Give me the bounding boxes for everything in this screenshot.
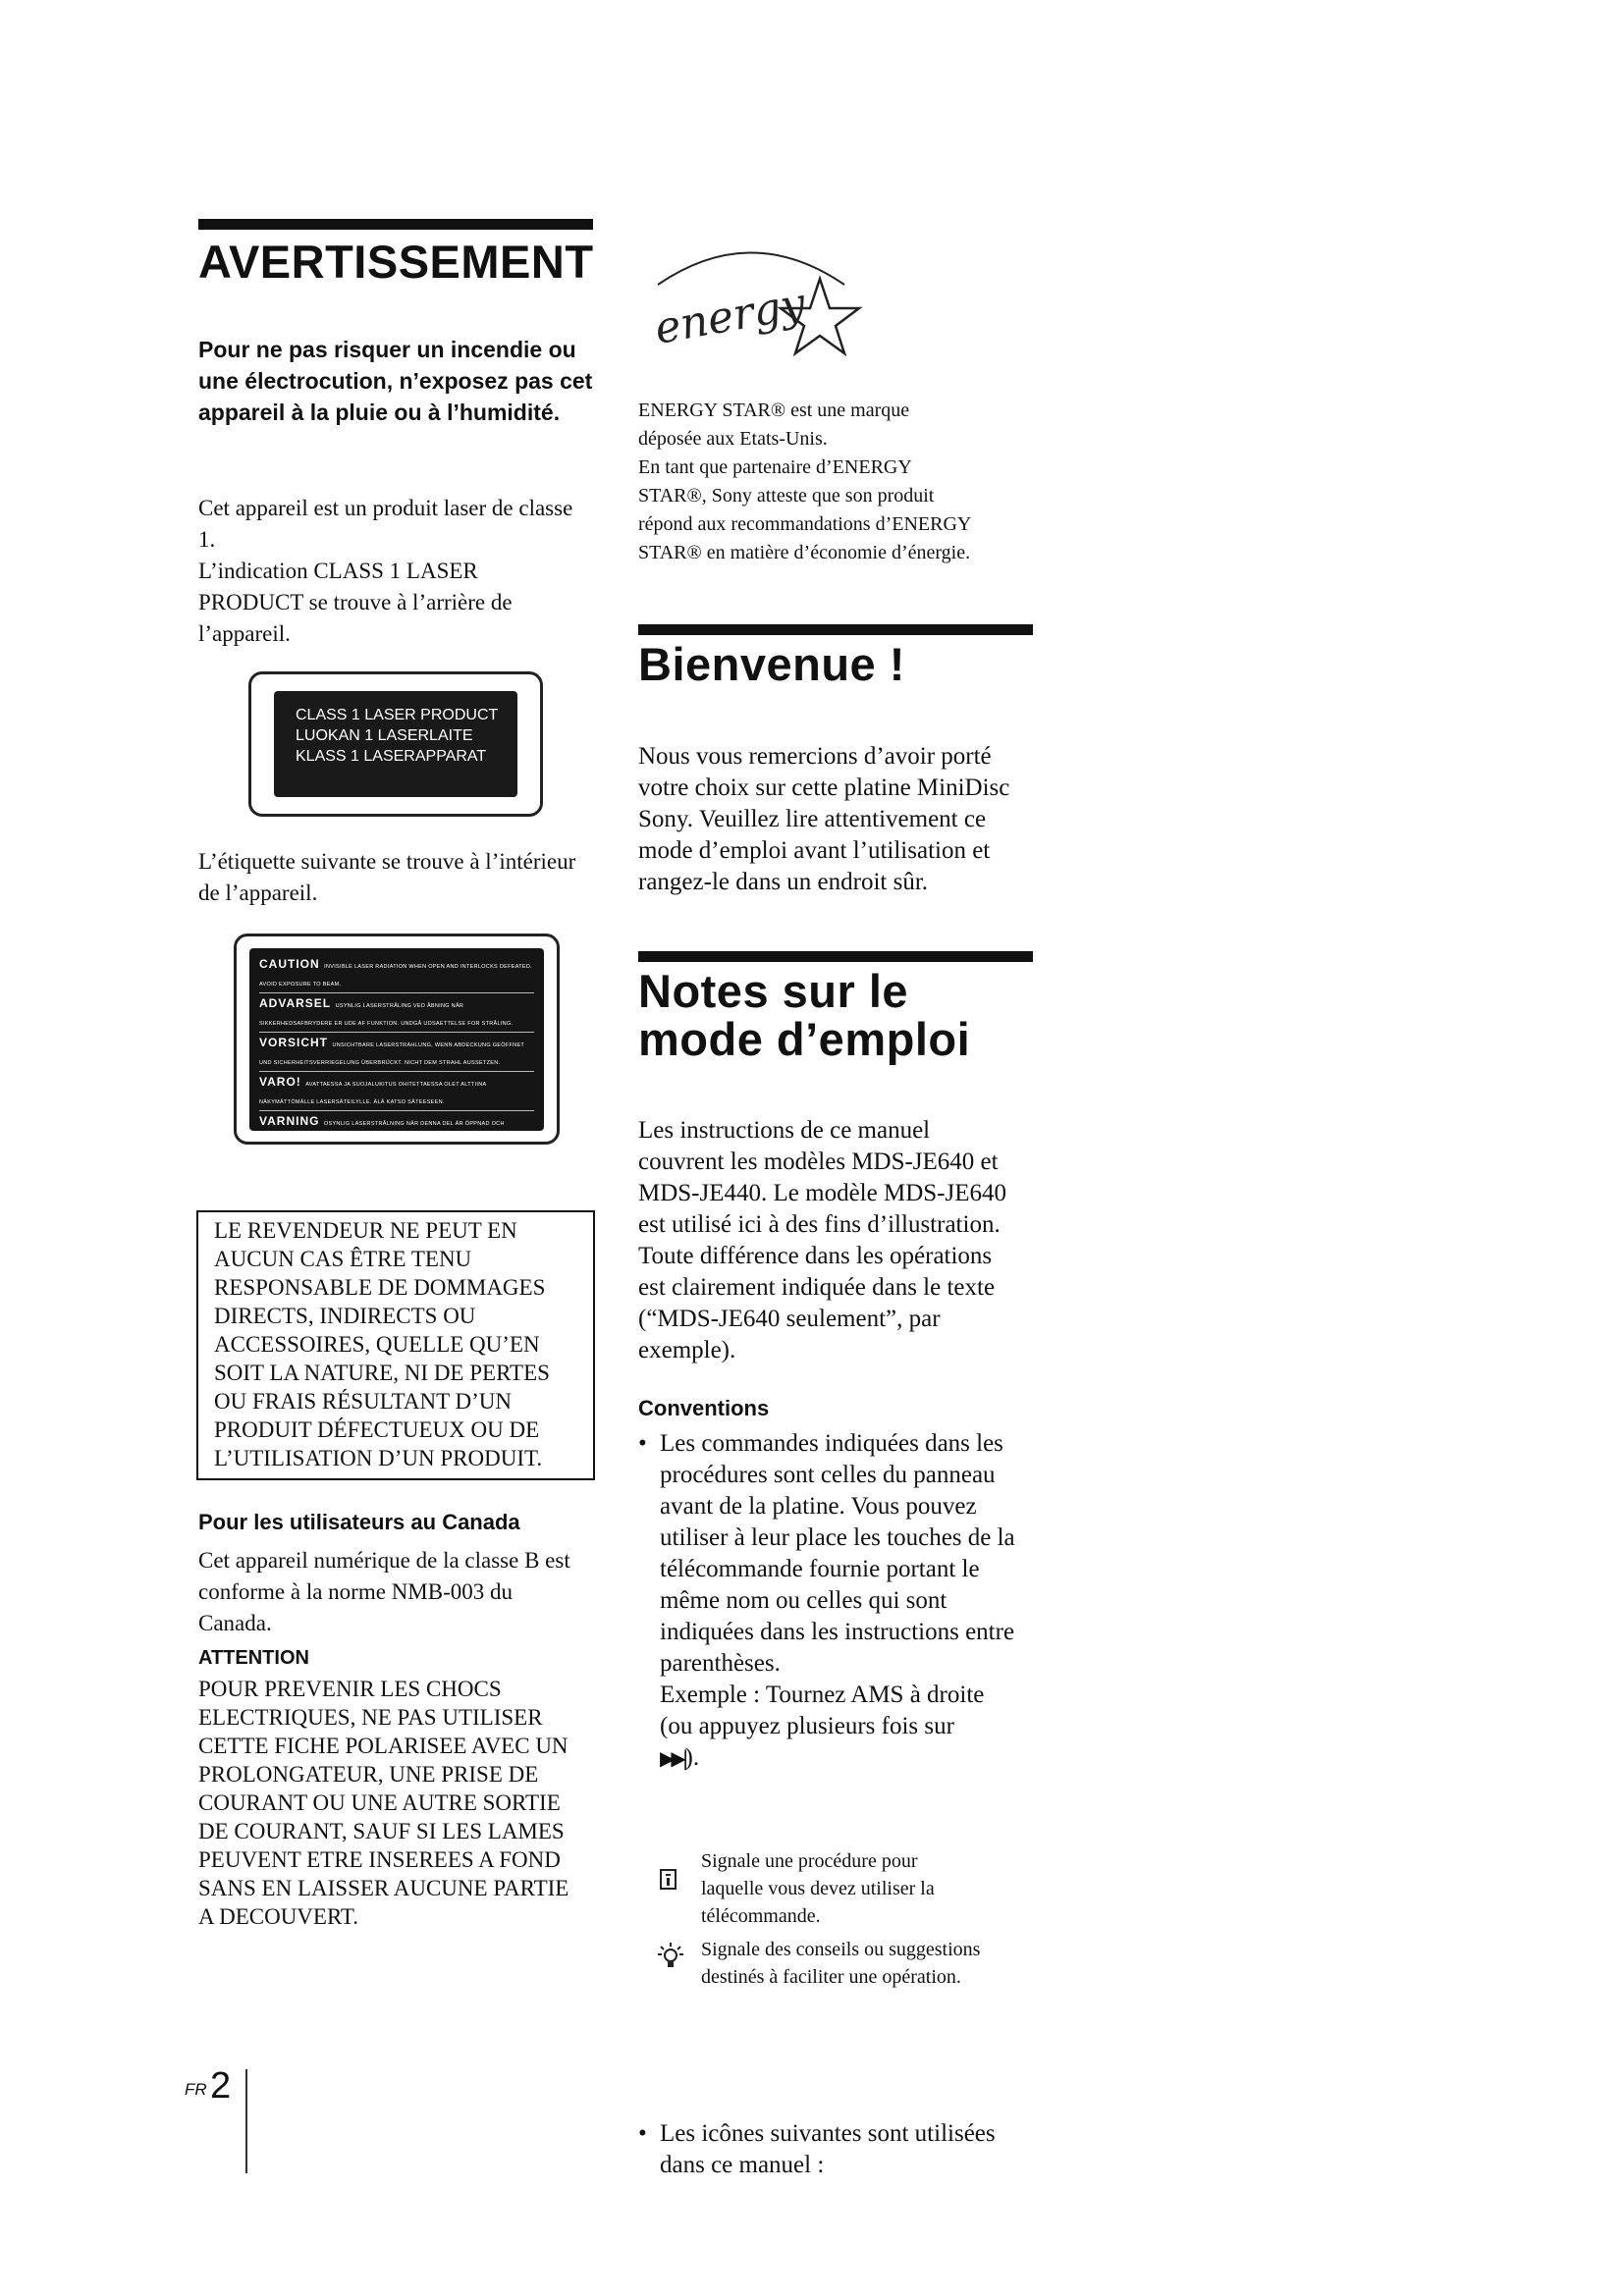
remote-icon-text	[701, 1847, 1035, 1930]
class1-laser-label-plate	[274, 691, 517, 797]
attention-heading: ATTENTION	[198, 1647, 309, 1669]
tip-bulb-icon-graphic	[658, 1942, 683, 1971]
notice-line: AUCUN CAS ÊTRE TENU	[214, 1247, 472, 1271]
bullet-line: même nom ou celles qui sont	[660, 1587, 947, 1614]
canada-text: Cet appareil numérique de la classe B est conforme à la norme NMB-003 du Canada.	[198, 1548, 570, 1635]
energy-line: répond aux recommandations d’ENERGY	[638, 513, 972, 535]
energy-star-text	[638, 397, 1041, 567]
tip-icon-text	[701, 1936, 1045, 1991]
warning-row	[259, 1111, 534, 1131]
conventions-bullet-1	[638, 1428, 1062, 1774]
notes-title-line2: mode d’emploi	[638, 1013, 971, 1066]
energy-line: STAR®, Sony atteste que son produit	[638, 485, 935, 507]
bienvenue-title: Bienvenue !	[638, 638, 905, 690]
warning-row	[259, 1072, 534, 1111]
energy-line: déposée aux Etats-Unis.	[638, 428, 828, 450]
warning-row	[259, 1033, 534, 1072]
bullet-line: avant de la platine. Vous pouvez	[660, 1493, 977, 1520]
warning-row	[259, 993, 534, 1033]
label-note: L’étiquette suivante se trouve à l’intérieur de l’appareil.	[198, 849, 576, 905]
notice-line: ACCESSOIRES, QUELLE QU’EN	[214, 1332, 540, 1357]
warning-word: VARO!	[259, 1074, 301, 1089]
energy-logo-word: energy	[651, 278, 810, 354]
page-divider	[245, 2069, 247, 2173]
laser-warning-plate	[249, 948, 544, 1131]
icon-line: Signale une procédure pour	[701, 1850, 918, 1872]
attention-line: POUR PREVENIR LES CHOCS	[198, 1677, 502, 1701]
laser-class-para: Cet appareil est un produit laser de classe 1.	[198, 496, 573, 552]
notes-line: exemple).	[638, 1337, 736, 1363]
canada-heading: Pour les utilisateurs au Canada	[198, 1510, 520, 1534]
icon-line: laquelle vous devez utiliser la	[701, 1878, 935, 1899]
energy-line: ENERGY STAR® est une marque	[638, 400, 910, 421]
bullet-line: (ou appuyez plusieurs fois sur	[660, 1713, 954, 1739]
warning-text: INVISIBLE LASER RADIATION WHEN OPEN AND INTERLOCKS DEFEATED. AVOID EXPOSURE TO BEAM.	[259, 963, 532, 988]
remote-icon-graphic	[662, 1871, 675, 1888]
notes-title-line1: Notes sur le	[638, 965, 909, 1017]
notes-line: Les instructions de ce manuel	[638, 1117, 931, 1144]
notes-rule	[638, 951, 1033, 962]
dealer-liability-notice	[196, 1210, 595, 1480]
notes-line: couvrent les modèles MDS-JE640 et	[638, 1148, 999, 1175]
notes-line: MDS-JE440. Le modèle MDS-JE640	[638, 1180, 1006, 1206]
bienvenue-line: Sony. Veuillez lire attentivement ce	[638, 806, 987, 832]
laser-class-text	[198, 493, 586, 650]
label-line: LUOKAN 1 LASERLAITE	[296, 727, 473, 744]
laser-warning-label	[234, 934, 560, 1145]
warning-text: UNSICHTBARE LASERSTRAHLUNG, WENN ABDECKUNG GEÖFFNET UND SICHERHEITSVERRIEGELUNG ÜBERBRÜCKT. NICHT DEM STRAHL AUSSETZEN.	[259, 1041, 524, 1066]
notes-text	[638, 1115, 1041, 1366]
notes-line: est utilisé ici à des fins d’illustration.	[638, 1211, 1001, 1238]
remote-icon	[660, 1869, 677, 1890]
bullet-line: Exemple : Tournez AMS à droite	[660, 1682, 985, 1708]
notice-line: PRODUIT DÉFECTUEUX OU DE	[214, 1417, 540, 1442]
bienvenue-line: votre choix sur cette platine MiniDisc	[638, 774, 1010, 801]
bienvenue-line: Nous vous remercions d’avoir porté	[638, 743, 992, 770]
avertissement-title: AVERTISSEMENT	[198, 236, 594, 288]
bullet-line: télécommande fournie portant le	[660, 1556, 980, 1582]
bullet-line: • Les commandes indiquées dans les	[660, 1430, 1003, 1457]
attention-line: ELECTRIQUES, NE PAS UTILISER	[198, 1705, 543, 1730]
notes-line: est clairement indiquée dans le texte	[638, 1274, 996, 1301]
bullet-line: dans ce manuel :	[660, 2152, 825, 2178]
label-line: KLASS 1 LASERAPPARAT	[296, 748, 487, 765]
bullet-line: parenthèses.	[660, 1650, 781, 1677]
energy-star-logo	[628, 245, 874, 368]
bienvenue-line: mode d’emploi avant l’utilisation et	[638, 837, 991, 864]
notice-line: RESPONSABLE DE DOMMAGES	[214, 1275, 546, 1300]
energy-line: En tant que partenaire d’ENERGY	[638, 456, 912, 478]
warning-word: ADVARSEL	[259, 995, 332, 1010]
bullet-line: procédures sont celles du panneau	[660, 1462, 996, 1488]
warning-word: VARNING	[259, 1113, 320, 1128]
warning-row	[259, 954, 534, 993]
class1-laser-label	[248, 671, 543, 817]
bullet-line: utiliser à leur place les touches de la	[660, 1524, 1015, 1551]
tip-bulb-icon	[658, 1942, 683, 1971]
warning-text: USYNLIG LASERSTRÅLING VED ÅBNING NÅR SIKKERHEDSAFBRYDERE ER UDE AF FUNKTION. UNDGÅ UDSAETTELSE FOR STRÅLING.	[259, 1002, 514, 1027]
energy-line: STAR® en matière d’économie d’énergie.	[638, 542, 971, 563]
label-line: CLASS 1 LASER PRODUCT	[296, 707, 499, 723]
fast-forward-icon: ▶▶|	[660, 1746, 685, 1770]
attention-line: DE COURANT, SAUF SI LES LAMES	[198, 1819, 565, 1843]
icon-line: télécommande.	[701, 1905, 821, 1927]
notes-line: Toute différence dans les opérations	[638, 1243, 993, 1269]
notice-line: L’UTILISATION D’UN PRODUIT.	[214, 1446, 543, 1470]
bienvenue-line: rangez-le dans un endroit sûr.	[638, 869, 929, 895]
avertissement-rule	[198, 219, 593, 230]
warning-text: AVATTAESSA JA SUOJALUKITUS OHITETTAESSA OLET ALTTIINA NÄKYMÄTTÖMÄLLE LASERSÄTEILYLLE. ÄLÄ KATSO SÄTEESEEN.	[259, 1081, 487, 1105]
notes-line: (“MDS-JE640 seulement”, par	[638, 1306, 941, 1332]
notice-line: DIRECTS, INDIRECTS OU	[214, 1304, 476, 1328]
bienvenue-text	[638, 741, 1041, 898]
conventions-bullet-2	[638, 2118, 1062, 2181]
attention-text	[198, 1675, 601, 1931]
energy-star-logo-graphic	[628, 245, 874, 368]
attention-line: PROLONGATEUR, UNE PRISE DE	[198, 1762, 539, 1787]
laser-location-para: L’indication CLASS 1 LASER PRODUCT se trouve à l’arrière de l’appareil.	[198, 559, 513, 646]
fire-warning: Pour ne pas risquer un incendie ou une électrocution, n’exposez pas cet appareil à la pluie ou à l’humidité.	[198, 337, 593, 425]
notice-line: SOIT LA NATURE, NI DE PERTES	[214, 1361, 550, 1385]
warning-word: VORSICHT	[259, 1035, 329, 1049]
attention-line: A DECOUVERT.	[198, 1904, 359, 1929]
bullet-line: • Les icônes suivantes sont utilisées	[660, 2120, 996, 2147]
bullet-line: indiquées dans les instructions entre	[660, 1619, 1015, 1645]
attention-line: PEUVENT ETRE INSEREES A FOND	[198, 1847, 561, 1872]
notice-line: OU FRAIS RÉSULTANT D’UN	[214, 1389, 512, 1414]
notes-title	[638, 967, 970, 1064]
attention-line: CETTE FICHE POLARISEE AVEC UN	[198, 1734, 568, 1758]
icon-line: destinés à faciliter une opération.	[701, 1966, 961, 1988]
attention-line: SANS EN LAISSER AUCUNE PARTIE	[198, 1876, 569, 1900]
warning-text: OSYNLIG LASERSTRÅLNING NÄR DENNA DEL ÄR ÖPPNAD OCH	[323, 1120, 505, 1127]
bienvenue-rule	[638, 624, 1033, 635]
icon-line: Signale des conseils ou suggestions	[701, 1939, 981, 1960]
page-number: 2	[210, 2065, 232, 2107]
warning-word: CAUTION	[259, 956, 320, 971]
conventions-heading: Conventions	[638, 1396, 770, 1420]
attention-line: COURANT OU UNE AUTRE SORTIE	[198, 1790, 561, 1815]
bullet-line	[660, 1742, 1062, 1774]
page-language: FR	[185, 2080, 207, 2099]
bullet-end: ).	[684, 1744, 700, 1771]
notice-line: LE REVENDEUR NE PEUT EN	[214, 1218, 517, 1243]
